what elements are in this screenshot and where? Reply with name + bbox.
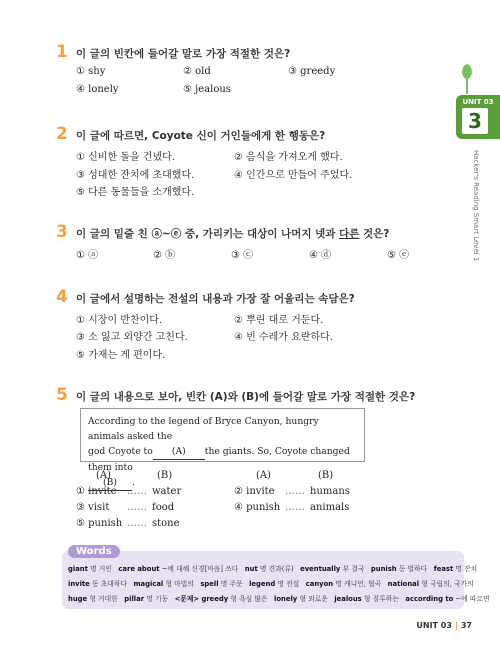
dots: …… — [127, 518, 147, 529]
option: ① shy — [76, 66, 106, 77]
option: ④ 빈 수레가 요란하다. — [234, 332, 333, 343]
column-header: (A) — [96, 470, 112, 481]
option: ① 신비한 돌을 건넸다. — [76, 152, 175, 163]
words-line-2: invite 동 초대하다 magical 형 마법의 spell 명 주문 legend 명 전설 canyon 명 캐니언, 협곡 national 형 국립의, 국가의 — [68, 580, 474, 588]
dots: …… — [127, 486, 147, 497]
passage-line: (B) . — [88, 475, 357, 491]
question-text: 이 글에서 설명하는 전설의 내용과 가장 잘 어울리는 속담은? — [76, 293, 355, 305]
answer-b: stone — [152, 518, 180, 529]
answer-row: ① invite — [76, 486, 117, 497]
footer-unit: UNIT 03 — [416, 621, 452, 630]
words-line-1: giant 명 거인 care about ~에 대해 신경[마음] 쓰다 nut 명 견과(류) eventually 부 결국 punish 동 벌하다 feast 명 잔치 — [68, 565, 478, 573]
column-header: (B) — [318, 470, 334, 481]
question-number: 5 — [56, 385, 68, 405]
page-number: 37 — [460, 621, 472, 630]
option: ⑤ jealous — [183, 84, 231, 95]
option: ③ 성대한 잔치에 초대했다. — [76, 170, 195, 181]
words-title: Words — [68, 545, 120, 558]
unit-tab — [456, 95, 500, 139]
dots: …… — [285, 502, 305, 513]
leaf-icon — [458, 64, 476, 94]
option: ③ ⓒ — [231, 250, 254, 261]
option: ④ ⓓ — [309, 250, 332, 261]
option: ③ 소 잃고 외양간 고친다. — [76, 332, 188, 343]
unit-tab-label: UNIT 03 — [462, 98, 494, 106]
answer-row: ② invite — [234, 486, 275, 497]
answer-row: ③ visit — [76, 502, 110, 513]
option: ② 뿌린 대로 거둔다. — [234, 315, 324, 326]
question-number: 2 — [56, 124, 68, 144]
option: ① ⓐ — [76, 250, 99, 261]
summary-passage — [80, 408, 365, 488]
column-header: (A) — [256, 470, 272, 481]
words-box — [62, 546, 490, 609]
answer-b: animals — [310, 502, 350, 513]
passage-line: god Coyote to (A) the giants. So, Coyote changed them into — [88, 446, 350, 473]
option: ③ greedy — [288, 66, 336, 77]
option: ② old — [183, 66, 211, 77]
answer-b: humans — [310, 486, 350, 497]
dots: …… — [127, 502, 147, 513]
option: ④ 인간으로 만들어 주었다. — [234, 170, 353, 181]
option: ① 시장이 반찬이다. — [76, 315, 163, 326]
question-number: 3 — [56, 222, 68, 242]
answer-b: water — [152, 486, 182, 497]
option: ⑤ ⓔ — [387, 250, 410, 261]
question-text: 이 글의 밑줄 친 ⓐ~ⓔ 중, 가리키는 대상이 나머지 넷과 다른 것은? — [76, 228, 390, 240]
answer-b: food — [152, 502, 175, 513]
words-line-3: huge 형 거대한 pillar 명 기둥 <문제> greedy 형 욕심 많은 lonely 형 외로운 jealous 형 질투하는 according to ~에 따르면 — [68, 595, 490, 603]
passage-line: According to the legend of Bryce Canyon, hungry animals asked the — [88, 416, 319, 442]
question-text: 이 글의 빈칸에 들어갈 말로 가장 적절한 것은? — [76, 48, 291, 60]
question-number: 4 — [56, 287, 68, 307]
blank-b: (B) — [88, 475, 132, 491]
footer-separator: | — [454, 621, 458, 630]
option: ② ⓑ — [153, 250, 176, 261]
spine-text: Hacker's Reading Smart Level 1 — [472, 150, 480, 262]
unit-tab-number: 3 — [462, 108, 488, 134]
page-footer — [416, 621, 472, 630]
option: ⑤ 가재는 게 편이다. — [76, 350, 166, 361]
option: ② 음식을 가져오게 했다. — [234, 152, 343, 163]
blank-a: (A) — [153, 444, 205, 460]
question-number: 1 — [56, 42, 68, 62]
answer-row: ⑤ punish — [76, 518, 123, 529]
answer-row: ④ punish — [234, 502, 281, 513]
column-header: (B) — [157, 470, 173, 481]
dots: …… — [285, 486, 305, 497]
question-text: 이 글에 따르면, Coyote 신이 거인들에게 한 행동은? — [76, 130, 326, 142]
option: ④ lonely — [76, 84, 119, 95]
question-text: 이 글의 내용으로 보아, 빈칸 (A)와 (B)에 들어갈 말로 가장 적절한 것은? — [76, 391, 416, 403]
option: ⑤ 다른 동물들을 소개했다. — [76, 187, 195, 198]
